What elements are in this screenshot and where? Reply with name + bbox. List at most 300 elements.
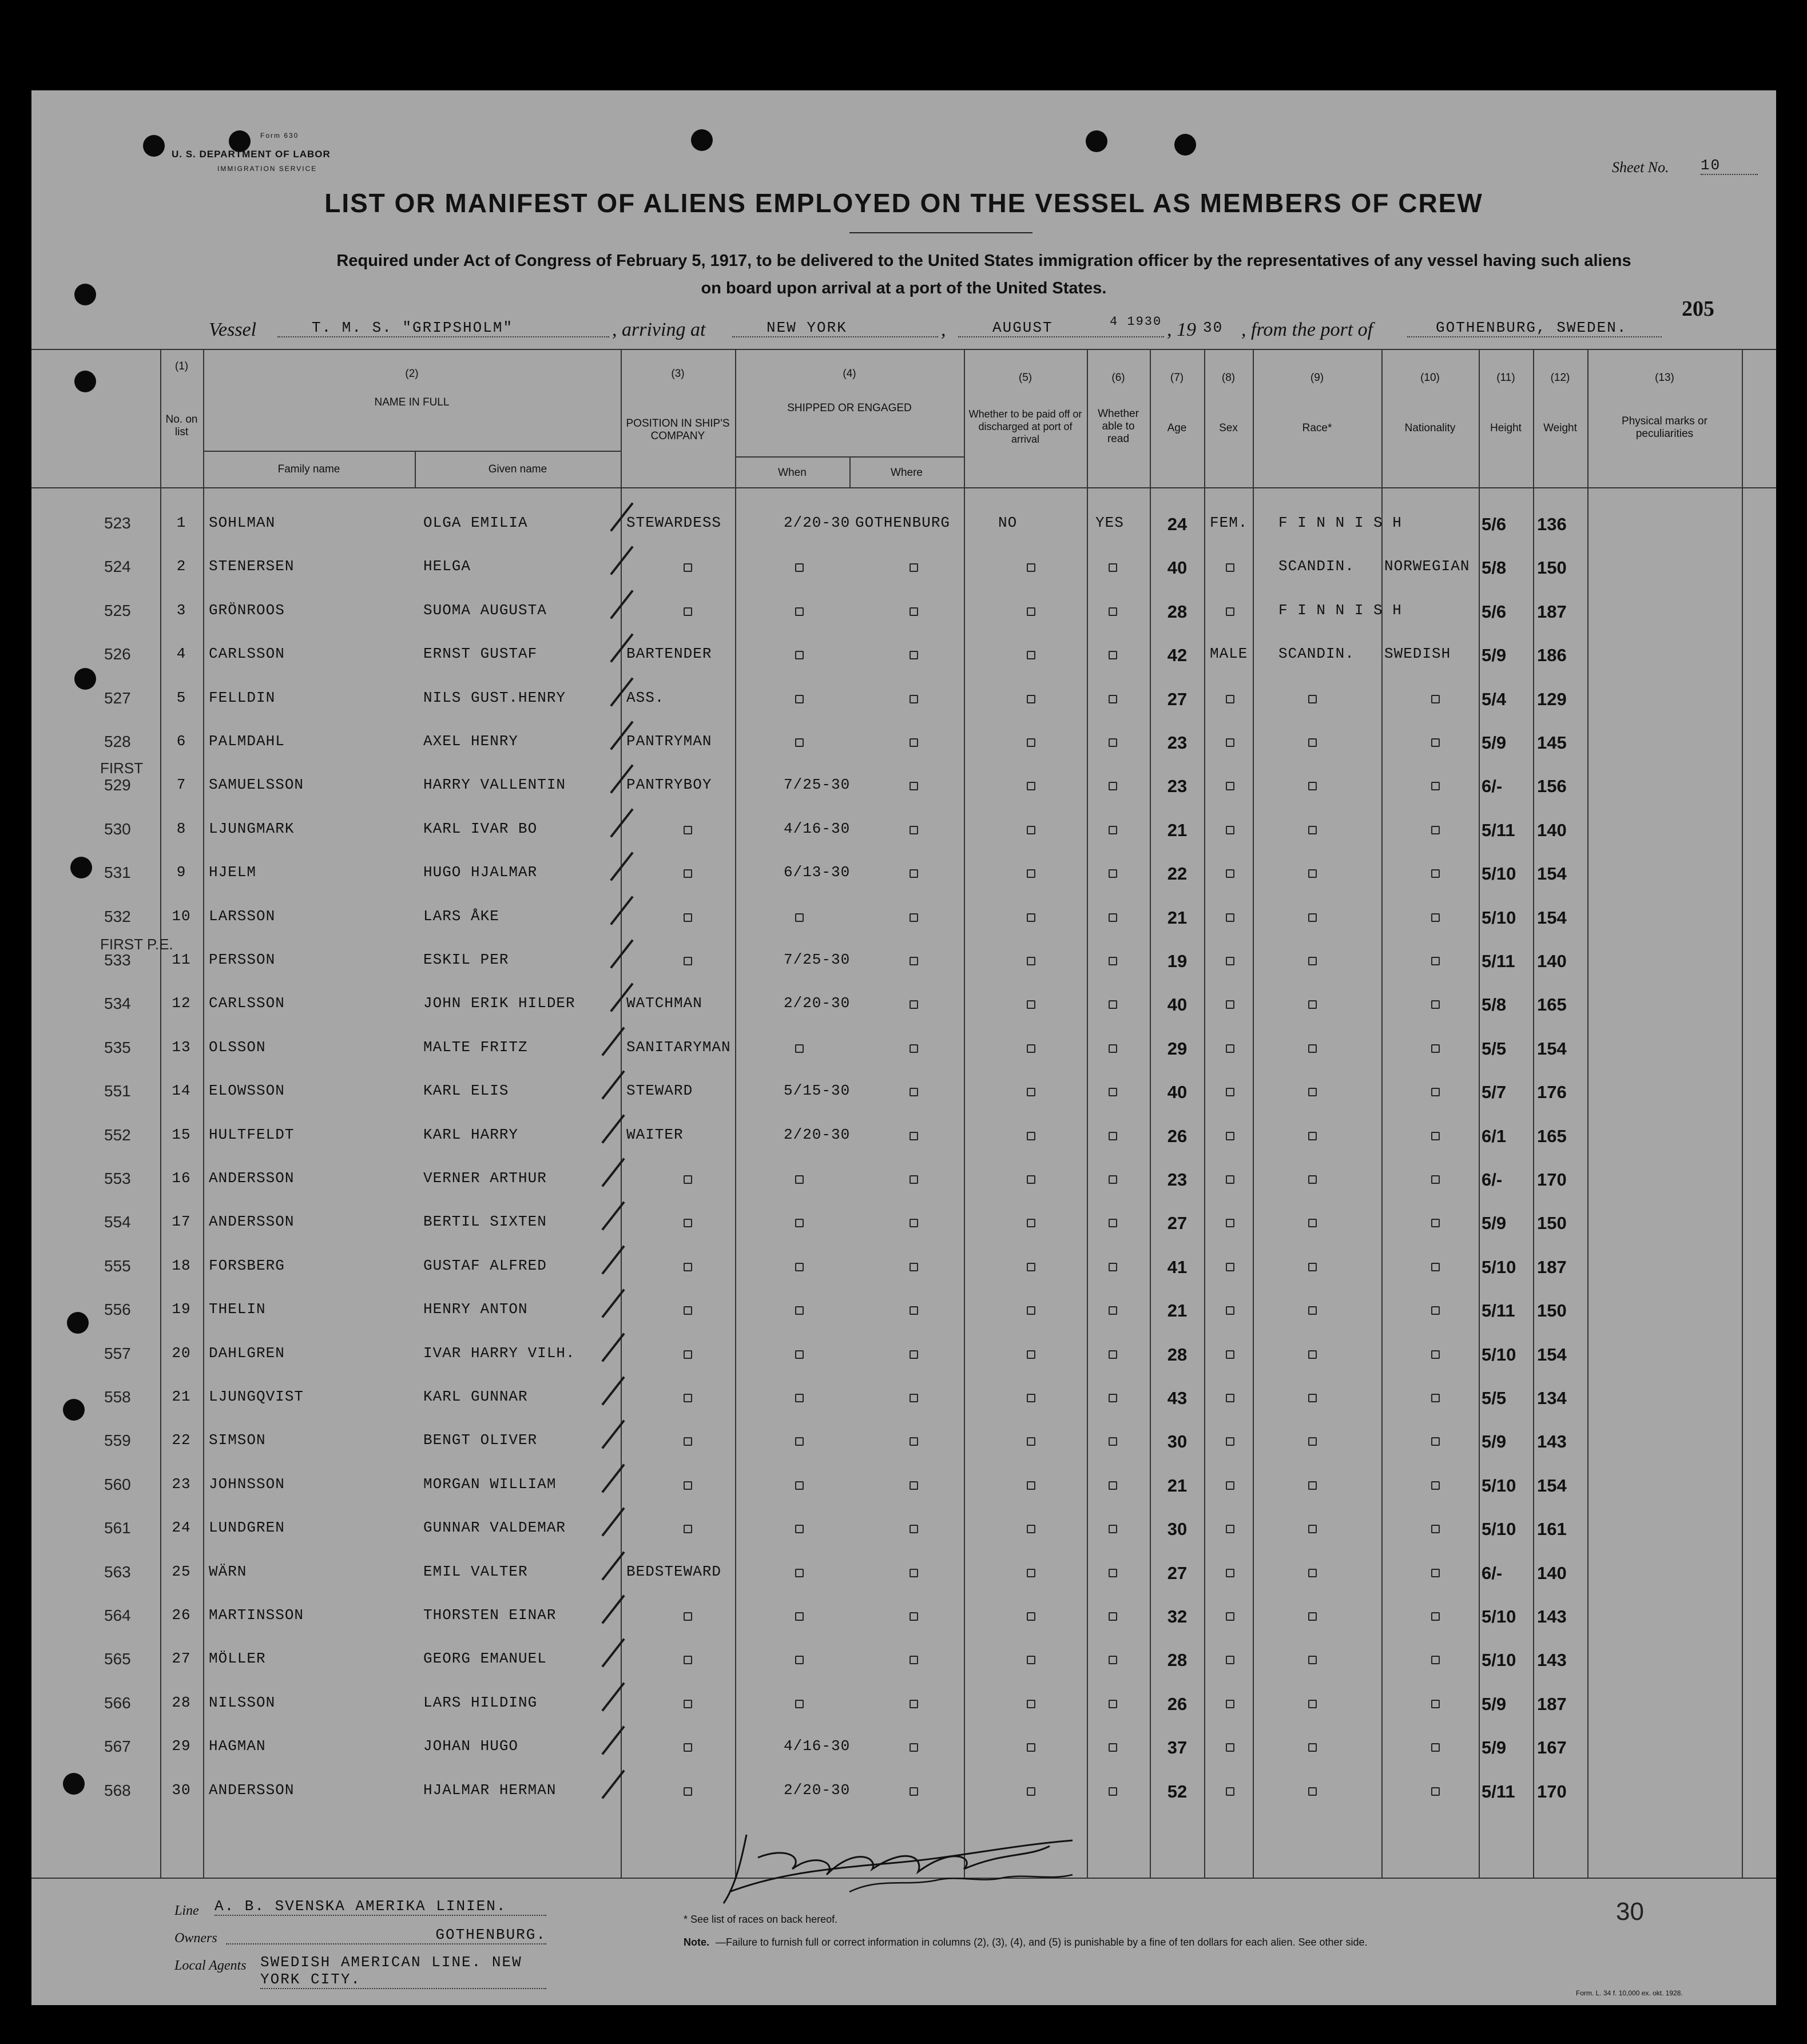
ditto-mark-icon — [1027, 1612, 1035, 1621]
cell-given: HELGA — [423, 558, 471, 575]
cell-height: 5/11 — [1482, 1781, 1515, 1802]
ditto-mark-icon — [1308, 869, 1317, 878]
ditto-mark-icon — [1431, 826, 1440, 834]
cell-height: 6/- — [1482, 776, 1503, 797]
tally-mark: 30 — [1616, 1898, 1644, 1926]
ditto-mark-icon — [1109, 1306, 1117, 1315]
cell-age: 24 — [1167, 514, 1188, 534]
ditto-mark-icon — [684, 869, 692, 878]
ditto-mark-icon — [1431, 1350, 1440, 1359]
cell-given: GEORG EMANUEL — [423, 1650, 547, 1668]
cell-family: WÄRN — [209, 1562, 247, 1580]
cell-family: OLSSON — [209, 1038, 266, 1056]
cell-race: SCANDIN. — [1278, 645, 1355, 663]
cell-ref: 529 — [104, 776, 131, 794]
ditto-mark-icon — [1109, 782, 1117, 790]
ditto-mark-icon — [1027, 1263, 1035, 1271]
col-header-physical-marks: Physical marks or peculiarities — [1622, 415, 1707, 440]
ditto-mark-icon — [1109, 651, 1117, 659]
cell-ref: 532 — [104, 907, 131, 925]
ditto-mark-icon — [1431, 1132, 1440, 1140]
ditto-mark-icon — [910, 1569, 918, 1577]
ditto-mark-icon — [1431, 782, 1440, 790]
cell-ref: 560 — [104, 1475, 131, 1493]
cell-weight: 186 — [1537, 645, 1567, 666]
cell-position: PANTRYMAN — [626, 733, 712, 750]
annotation-first: FIRST — [100, 759, 144, 777]
cell-family: HJELM — [209, 864, 257, 881]
ditto-mark-icon — [910, 913, 918, 922]
ditto-mark-icon — [910, 1263, 918, 1271]
ditto-mark-icon — [1027, 826, 1035, 834]
ditto-mark-icon — [1431, 1263, 1440, 1271]
cell-weight: 176 — [1537, 1082, 1567, 1103]
cell-when: 2/20-30 — [784, 1781, 851, 1799]
ditto-mark-icon — [684, 1219, 692, 1227]
cell-no: 14 — [172, 1082, 191, 1100]
ditto-mark-icon — [910, 1175, 918, 1184]
cell-ref: 527 — [104, 689, 131, 707]
ditto-mark-icon — [910, 607, 918, 616]
cell-given: KARL HARRY — [423, 1126, 519, 1143]
ditto-mark-icon — [1226, 1219, 1234, 1227]
cell-family: NILSSON — [209, 1693, 276, 1711]
cell-weight: 143 — [1537, 1431, 1567, 1452]
ditto-mark-icon — [910, 1394, 918, 1402]
cell-family: LARSSON — [209, 907, 276, 925]
col-header-family-name: Family name — [277, 463, 340, 475]
ditto-mark-icon — [795, 563, 804, 572]
ditto-mark-icon — [1431, 869, 1440, 878]
col-number-11: (11) — [1496, 372, 1515, 384]
ditto-mark-icon — [1027, 1132, 1035, 1140]
cell-ref: 564 — [104, 1606, 131, 1624]
cell-when: 5/15-30 — [784, 1082, 851, 1100]
ditto-mark-icon — [1226, 1306, 1234, 1315]
cell-height: 5/6 — [1482, 601, 1507, 622]
ditto-mark-icon — [1109, 1350, 1117, 1359]
ditto-mark-icon — [1308, 1132, 1317, 1140]
cell-weight: 167 — [1537, 1737, 1567, 1758]
col-header-nationality: Nationality — [1404, 422, 1456, 434]
cell-age: 43 — [1167, 1388, 1188, 1408]
ditto-mark-icon — [910, 1700, 918, 1708]
ditto-mark-icon — [1431, 1743, 1440, 1752]
ditto-mark-icon — [910, 1787, 918, 1796]
service-name: IMMIGRATION SERVICE — [217, 165, 317, 173]
ditto-mark-icon — [1431, 913, 1440, 922]
ditto-mark-icon — [795, 1437, 804, 1446]
ditto-mark-icon — [910, 1525, 918, 1533]
cell-family: PERSSON — [209, 951, 276, 968]
ditto-mark-icon — [1109, 1263, 1117, 1271]
ditto-mark-icon — [910, 1350, 918, 1359]
cell-age: 29 — [1167, 1038, 1188, 1059]
ditto-mark-icon — [1109, 1525, 1117, 1533]
cell-given: MORGAN WILLIAM — [423, 1475, 557, 1493]
cell-ref: 556 — [104, 1301, 131, 1319]
ditto-mark-icon — [1226, 1700, 1234, 1708]
ditto-mark-icon — [684, 1306, 692, 1315]
ditto-mark-icon — [1109, 869, 1117, 878]
cell-weight: 140 — [1537, 1562, 1567, 1583]
ditto-mark-icon — [1226, 1132, 1234, 1140]
page-number: 205 — [1682, 297, 1714, 321]
requirement-line-2: on board upon arrival at a port of the United States. — [701, 279, 1107, 297]
ditto-mark-icon — [910, 651, 918, 659]
cell-no: 10 — [172, 907, 191, 925]
cell-age: 28 — [1167, 1344, 1188, 1365]
cell-ref: 531 — [104, 864, 131, 882]
ditto-mark-icon — [1308, 826, 1317, 834]
cell-weight: 165 — [1537, 1126, 1567, 1146]
fine-note: —Failure to furnish full or correct information in columns (2), (3), (4), and (5) is punishable by a fine of ten dollars for each alien. See other side. — [716, 1936, 1368, 1948]
ditto-mark-icon — [1109, 1569, 1117, 1577]
cell-age: 41 — [1167, 1256, 1188, 1277]
ditto-mark-icon — [795, 1175, 804, 1184]
cell-height: 6/- — [1482, 1170, 1503, 1190]
ditto-mark-icon — [1109, 1175, 1117, 1184]
cell-age: 40 — [1167, 558, 1188, 578]
cell-age: 27 — [1167, 1213, 1188, 1234]
cell-age: 30 — [1167, 1431, 1188, 1452]
cell-family: HULTFELDT — [209, 1126, 295, 1143]
ditto-mark-icon — [910, 1219, 918, 1227]
arrival-year: 30 — [1203, 319, 1224, 336]
races-note: * See list of races on back hereof. — [684, 1914, 838, 1925]
cell-ref: 563 — [104, 1562, 131, 1581]
ditto-mark-icon — [1308, 1787, 1317, 1796]
cell-given: IVAR HARRY VILH. — [423, 1344, 575, 1362]
punch-hole-icon — [67, 1312, 89, 1334]
cell-weight: 187 — [1537, 1256, 1567, 1277]
cell-weight: 136 — [1537, 514, 1567, 534]
manifest-sheet: Form 630 U. S. DEPARTMENT OF LABOR IMMIGRATION SERVICE Sheet No. 10 LIST OR MANIFEST OF ALIENS EMPLOYED ON THE VESSEL AS MEMBERS OF CREW Required under Act of Congress of February 5, 1917, to be delivered to the United States immigration officer by the representatives of any vessel having such aliens on board upon arrival at a port of the United States. 205 Vessel T. M. S. "GRIPSHOLM" , arriving at NEW YORK , AUGUST 4 1930 , 19 30 , from the port of GOTHENBURG, SWEDEN. (1) No. on list (2) NAME IN FULL Family name Given name (3) POSITION IN SHIP'S COMPANY (4) SHIPPED OR ENGAGED When Where (5) Whether to be paid off or discharged at port of arrival (6) Whether able to read (7) Age (8) Sex (9) Race* (10) Nationality (11) Height (12) Weight (13) Physical marks or peculiarities 523 1 SOHLMAN OLGA EMILIA STEWARDESS 2/20-30 GOTHENBURG NO YES 24 FEM. F I N N I S H 5/6 136 524 2 STENERSEN HELGA 40 SCANDIN. NORWEGIAN 5/8 150 525 3 GRÖNROOS SUOMA AUGUSTA 28 F I N N I S H 5/6 187 526 4 CARLSSON ERNST GUSTAF BARTENDER 42 MALE SCANDIN. SWEDISH 5/9 186 527 5 FELLDIN NILS GUST.HENRY ASS. 27 5/4 129 528 6 PALMDAHL AXEL HENRY PANTRYMAN 23 5/9 145 529 7 SAMUELSSON HARRY VALLENTIN PANTRYBOY 7/25-30 23 6/- 156 530 8 LJUNGMARK KARL IVAR BO 4/16-30 21 5/11 140 531 9 HJELM HUGO HJALMAR 6/13-30 22 5/10 154 532 10 LARSSON LARS ÅKE 21 5/10 154 533 11 PERSSON ESKIL PER 7/25-30 19 5/11 140 534 12 CARLSSON JOHN ERIK HILDER WATCHMAN 2/20-30 40 5/8 165 535 13 OLSSON MALTE FRITZ SANITARYMAN 29 5/5 154 551 14 ELOWSSON KARL ELIS STEWARD 5/15-30 40 5/7 176 552 15 HULTFELDT KARL HARRY WAITER 2/20-30 26 6/1 165 553 16 ANDERSSON VERNER ARTHUR 23 6/- 170 554 17 ANDERSSON BERTIL SIXTEN 27 5/9 150 555 18 FORSBERG GUSTAF ALFRED 41 5/10 187 556 19 THELIN HENRY ANTON 21 5/11 150 557 20 DAHLGREN IVAR HARRY VILH. 28 5/10 154 558 21 LJUNGQVIST KARL GUNNAR 43 5/5 134 559 22 SIMSON BENGT OLIVER 30 5/9 143 560 23 JOHNSSON MORGAN WILLIAM 21 5/10 154 561 24 LUNDGREN GUNNAR VALDEMAR 30 5/10 161 563 25 WÄRN EMIL VALTER BEDSTEWARD 27 6/- 140 564 26 MARTINSSON THORSTEN EINAR 32 5/10 143 565 27 MÖLLER GEORG EMANUEL 28 5/10 143 566 28 NILSSON LARS HILDING 26 5/9 187 567 29 HAGMAN JOHAN HUGO 4/16-30 37 5/9 167 568 30 ANDERSSON HJALMAR HERMAN 2/20-30 52 5/11 170 FIRST FIRST P.E. Line A. B. SVENSKA AMERIKA LINIEN. Owners GOTHENBURG. Local Agents SWEDISH AMERICAN LINE. NEW YORK CITY. * See list of races on back hereof. Note. —Failure to furnish full or correct information in columns (2), (3), (4), and (5) is punishable by a fine of ten dollars for each alien. See other side. 30 Form. L. 34 f. 10,000 ex. okt. 1928. — [31, 90, 1776, 2005]
ditto-mark-icon — [1027, 1787, 1035, 1796]
cell-given: HARRY VALLENTIN — [423, 776, 566, 794]
ditto-mark-icon — [1431, 1787, 1440, 1796]
col-header-weight: Weight — [1543, 422, 1577, 434]
cell-height: 5/9 — [1482, 1737, 1507, 1758]
ditto-mark-icon — [795, 1350, 804, 1359]
cell-height: 5/7 — [1482, 1082, 1507, 1103]
cell-no: 9 — [176, 864, 186, 881]
ditto-mark-icon — [684, 913, 692, 922]
ditto-mark-icon — [910, 1088, 918, 1096]
cell-given: LARS ÅKE — [423, 907, 499, 925]
ditto-mark-icon — [684, 1394, 692, 1402]
col-number-5: (5) — [1018, 372, 1032, 384]
col-header-height: Height — [1490, 422, 1522, 434]
ditto-mark-icon — [1109, 1481, 1117, 1490]
ditto-mark-icon — [795, 1263, 804, 1271]
cell-height: 5/6 — [1482, 514, 1507, 534]
ditto-mark-icon — [1109, 913, 1117, 922]
col-header-read: Whether able to read — [1098, 408, 1139, 445]
cell-given: AXEL HENRY — [423, 733, 519, 750]
arriving-port: NEW YORK — [732, 319, 938, 337]
ditto-mark-icon — [1226, 1350, 1234, 1359]
punch-hole-icon — [74, 668, 96, 690]
ditto-mark-icon — [684, 1743, 692, 1752]
cell-age: 21 — [1167, 1475, 1188, 1496]
col-number-1: (1) — [174, 360, 189, 372]
cell-age: 52 — [1167, 1781, 1188, 1802]
col-header-where: Where — [891, 467, 923, 479]
form-reference: Form. L. 34 f. 10,000 ex. okt. 1928. — [1576, 1989, 1683, 1997]
col-number-3: (3) — [671, 368, 685, 380]
cell-height: 5/10 — [1482, 1606, 1516, 1627]
cell-no: 24 — [172, 1519, 191, 1537]
cell-age: 23 — [1167, 733, 1188, 753]
ditto-mark-icon — [684, 1175, 692, 1184]
ditto-mark-icon — [1308, 1219, 1317, 1227]
cell-given: ESKIL PER — [423, 951, 509, 968]
cell-age: 23 — [1167, 776, 1188, 797]
punch-hole-icon — [63, 1773, 85, 1795]
cell-family: CARLSSON — [209, 995, 285, 1012]
cell-age: 37 — [1167, 1737, 1188, 1758]
cell-ref: 566 — [104, 1693, 131, 1712]
ditto-mark-icon — [1308, 1000, 1317, 1009]
cell-no: 7 — [176, 776, 186, 794]
ditto-mark-icon — [1226, 1088, 1234, 1096]
cell-given: HJALMAR HERMAN — [423, 1781, 557, 1799]
ditto-mark-icon — [684, 1481, 692, 1490]
cell-given: NILS GUST.HENRY — [423, 689, 566, 706]
note-label: Note. — [684, 1936, 709, 1948]
ditto-mark-icon — [1027, 1088, 1035, 1096]
cell-weight: 154 — [1537, 907, 1567, 928]
ditto-mark-icon — [1027, 1525, 1035, 1533]
ditto-mark-icon — [910, 1306, 918, 1315]
cell-ref: 557 — [104, 1344, 131, 1362]
cell-family: CARLSSON — [209, 645, 285, 663]
cell-height: 5/10 — [1482, 1344, 1516, 1365]
ditto-mark-icon — [1226, 1175, 1234, 1184]
ditto-mark-icon — [1109, 1656, 1117, 1664]
cell-height: 5/10 — [1482, 1256, 1516, 1277]
ditto-mark-icon — [1226, 1000, 1234, 1009]
cell-height: 5/11 — [1482, 951, 1515, 971]
ditto-mark-icon — [910, 782, 918, 790]
cell-no: 16 — [172, 1170, 191, 1187]
cell-family: HAGMAN — [209, 1737, 266, 1755]
ditto-mark-icon — [910, 1612, 918, 1621]
ditto-mark-icon — [1226, 1263, 1234, 1271]
ditto-mark-icon — [1226, 563, 1234, 572]
cell-position: WAITER — [626, 1126, 684, 1143]
ditto-mark-icon — [910, 957, 918, 965]
annotation-first-pe: FIRST P.E. — [100, 936, 173, 953]
punch-hole-icon — [1086, 130, 1107, 152]
cell-when: 6/13-30 — [784, 864, 851, 881]
ditto-mark-icon — [1109, 826, 1117, 834]
cell-position: ASS. — [626, 689, 665, 706]
cell-position: PANTRYBOY — [626, 776, 712, 794]
cell-sex: FEM. — [1210, 514, 1248, 531]
ditto-mark-icon — [795, 607, 804, 616]
punch-hole-icon — [1174, 134, 1196, 156]
ditto-mark-icon — [1226, 1743, 1234, 1752]
cell-ref: 553 — [104, 1170, 131, 1187]
ditto-mark-icon — [1027, 869, 1035, 878]
cell-ref: 524 — [104, 558, 131, 576]
cell-age: 30 — [1167, 1519, 1188, 1540]
cell-height: 5/10 — [1482, 1475, 1516, 1496]
ditto-mark-icon — [795, 1044, 804, 1053]
col-header-shipped: SHIPPED OR ENGAGED — [787, 402, 912, 414]
sheet-number: 10 — [1701, 157, 1758, 175]
ditto-mark-icon — [1226, 826, 1234, 834]
ditto-mark-icon — [795, 651, 804, 659]
cell-no: 21 — [172, 1388, 191, 1405]
line-name: A. B. SVENSKA AMERIKA LINIEN. — [215, 1898, 546, 1916]
cell-race: SCANDIN. — [1278, 558, 1355, 575]
cell-given: KARL IVAR BO — [423, 820, 538, 837]
cell-no: 4 — [176, 645, 186, 663]
ditto-mark-icon — [684, 826, 692, 834]
cell-height: 6/1 — [1482, 1126, 1507, 1146]
cell-weight: 161 — [1537, 1519, 1567, 1540]
cell-no: 6 — [176, 733, 186, 750]
vessel-name: T. M. S. "GRIPSHOLM" — [277, 319, 609, 337]
cell-given: MALTE FRITZ — [423, 1038, 528, 1056]
cell-age: 21 — [1167, 820, 1188, 840]
col-header-list-no: No. on list — [165, 413, 198, 438]
owners-name: GOTHENBURG. — [226, 1926, 546, 1944]
cell-age: 40 — [1167, 995, 1188, 1015]
ditto-mark-icon — [1308, 1743, 1317, 1752]
ditto-mark-icon — [910, 1481, 918, 1490]
cell-height: 5/8 — [1482, 995, 1507, 1015]
cell-given: VERNER ARTHUR — [423, 1170, 547, 1187]
cell-no: 28 — [172, 1693, 191, 1711]
cell-weight: 170 — [1537, 1170, 1567, 1190]
cell-ref: 558 — [104, 1388, 131, 1406]
cell-weight: 156 — [1537, 776, 1567, 797]
cell-age: 22 — [1167, 864, 1188, 884]
ditto-mark-icon — [1027, 651, 1035, 659]
cell-read: YES — [1095, 514, 1124, 531]
cell-age: 26 — [1167, 1693, 1188, 1714]
ditto-mark-icon — [684, 607, 692, 616]
cell-position: SANITARYMAN — [626, 1038, 731, 1056]
ditto-mark-icon — [684, 957, 692, 965]
ditto-mark-icon — [1109, 607, 1117, 616]
cell-nationality: NORWEGIAN — [1384, 558, 1470, 575]
cell-family: ANDERSSON — [209, 1170, 295, 1187]
cell-weight: 145 — [1537, 733, 1567, 753]
ditto-mark-icon — [910, 1656, 918, 1664]
ditto-mark-icon — [1109, 563, 1117, 572]
ditto-mark-icon — [1109, 695, 1117, 703]
arrival-day: 4 1930 — [1110, 315, 1162, 329]
ditto-mark-icon — [1308, 1044, 1317, 1053]
cell-given: BENGT OLIVER — [423, 1431, 538, 1449]
ditto-mark-icon — [795, 738, 804, 747]
ditto-mark-icon — [1308, 1175, 1317, 1184]
cell-height: 5/9 — [1482, 1213, 1507, 1234]
ditto-mark-icon — [1027, 1000, 1035, 1009]
cell-height: 5/8 — [1482, 558, 1507, 578]
ditto-mark-icon — [1431, 1175, 1440, 1184]
ditto-mark-icon — [1226, 738, 1234, 747]
ditto-mark-icon — [910, 1000, 918, 1009]
cell-given: EMIL VALTER — [423, 1562, 528, 1580]
cell-family: STENERSEN — [209, 558, 295, 575]
cell-family: DAHLGREN — [209, 1344, 285, 1362]
cell-ref: 554 — [104, 1213, 131, 1231]
cell-age: 42 — [1167, 645, 1188, 666]
ditto-mark-icon — [1226, 1612, 1234, 1621]
ditto-mark-icon — [795, 1525, 804, 1533]
ditto-mark-icon — [1027, 1437, 1035, 1446]
check-mark-icon — [610, 896, 633, 925]
ditto-mark-icon — [684, 1263, 692, 1271]
cell-race: F I N N I S H — [1278, 601, 1402, 619]
punch-hole-icon — [74, 371, 96, 392]
cell-given: KARL GUNNAR — [423, 1388, 528, 1405]
cell-position: BARTENDER — [626, 645, 712, 663]
cell-height: 5/9 — [1482, 1431, 1507, 1452]
cell-weight: 154 — [1537, 1344, 1567, 1365]
cell-height: 5/9 — [1482, 645, 1507, 666]
cell-family: ANDERSSON — [209, 1213, 295, 1231]
col-header-age: Age — [1167, 422, 1187, 434]
cell-weight: 170 — [1537, 1781, 1567, 1802]
cell-weight: 154 — [1537, 864, 1567, 884]
cell-given: LARS HILDING — [423, 1693, 538, 1711]
signature — [706, 1823, 1118, 1909]
cell-weight: 134 — [1537, 1388, 1567, 1408]
cell-family: MÖLLER — [209, 1650, 266, 1668]
vessel-label: Vessel — [209, 319, 257, 340]
ditto-mark-icon — [1308, 1394, 1317, 1402]
cell-no: 23 — [172, 1475, 191, 1493]
cell-height: 5/11 — [1482, 1301, 1515, 1321]
ditto-mark-icon — [1109, 1437, 1117, 1446]
check-mark-icon — [610, 590, 633, 619]
cell-ref: 533 — [104, 951, 131, 969]
ditto-mark-icon — [1109, 1044, 1117, 1053]
ditto-mark-icon — [1027, 1306, 1035, 1315]
cell-where: GOTHENBURG — [855, 514, 951, 531]
col-header-race: Race* — [1302, 422, 1332, 434]
cell-weight: 140 — [1537, 951, 1567, 971]
ditto-mark-icon — [1226, 913, 1234, 922]
cell-family: ANDERSSON — [209, 1781, 295, 1799]
ditto-mark-icon — [795, 1219, 804, 1227]
ditto-mark-icon — [1027, 1743, 1035, 1752]
cell-no: 13 — [172, 1038, 191, 1056]
cell-when: 2/20-30 — [784, 1126, 851, 1143]
cell-ref: 561 — [104, 1519, 131, 1537]
ditto-mark-icon — [684, 1437, 692, 1446]
ditto-mark-icon — [910, 738, 918, 747]
ditto-mark-icon — [1431, 957, 1440, 965]
ditto-mark-icon — [684, 563, 692, 572]
ditto-mark-icon — [684, 1700, 692, 1708]
cell-age: 27 — [1167, 1562, 1188, 1583]
col-header-paid-off: Whether to be paid off or discharged at port of arrival — [968, 408, 1082, 445]
ditto-mark-icon — [1431, 1656, 1440, 1664]
ditto-mark-icon — [1308, 913, 1317, 922]
cell-no: 15 — [172, 1126, 191, 1143]
cell-height: 5/11 — [1482, 820, 1515, 840]
cell-height: 5/9 — [1482, 1693, 1507, 1714]
ditto-mark-icon — [1027, 913, 1035, 922]
